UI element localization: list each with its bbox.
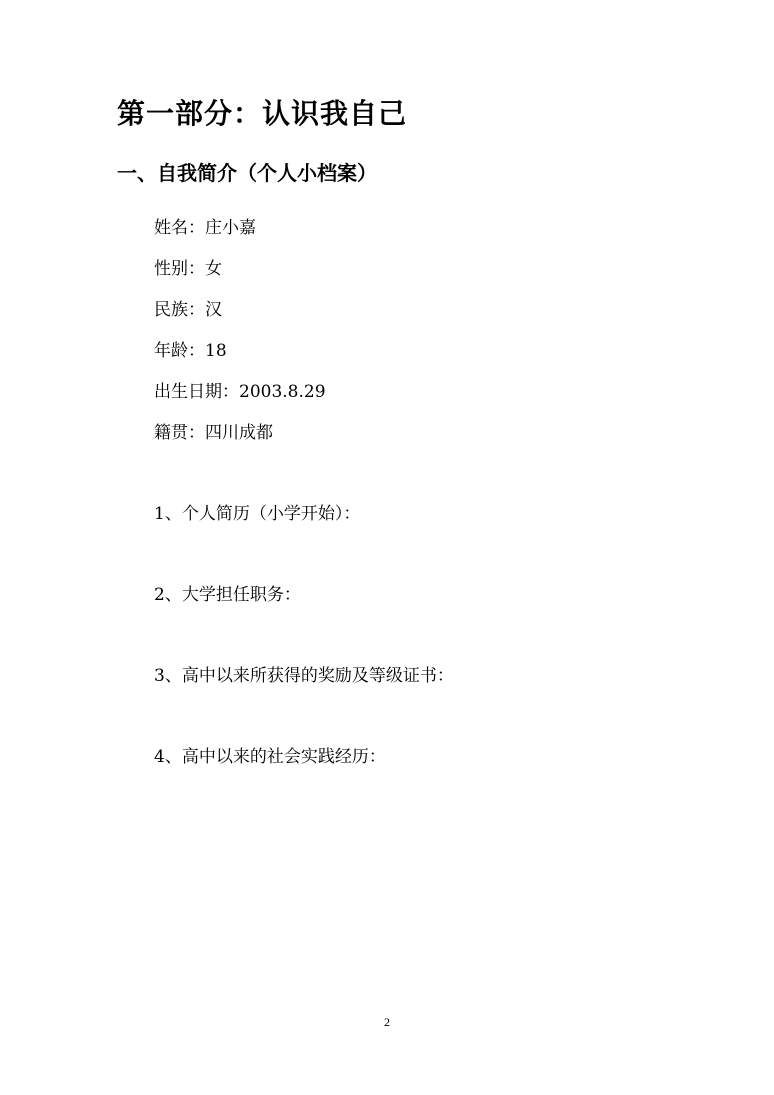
profile-birth-date: 出生日期：2003.8.29 [154, 382, 326, 402]
profile-age: 年龄：18 [154, 341, 227, 361]
part-title: 第一部分：认识我自己 [117, 97, 408, 130]
question-awards-certificates: 3、高中以来所获得的奖励及等级证书： [154, 666, 454, 686]
profile-gender: 性别：女 [154, 259, 222, 279]
profile-list [154, 216, 326, 462]
profile-native-place: 籍贯：四川成都 [154, 423, 273, 443]
profile-ethnicity: 民族：汉 [154, 300, 222, 320]
question-university-positions: 2、大学担任职务： [154, 585, 301, 605]
section-title: 一、自我简介（个人小档案） [117, 161, 377, 185]
question-resume: 1、个人简历（小学开始）： [154, 504, 361, 524]
page-number: 2 [384, 1015, 390, 1029]
question-social-practice: 4、高中以来的社会实践经历： [154, 747, 386, 767]
profile-name: 姓名：庄小嘉 [154, 218, 256, 238]
